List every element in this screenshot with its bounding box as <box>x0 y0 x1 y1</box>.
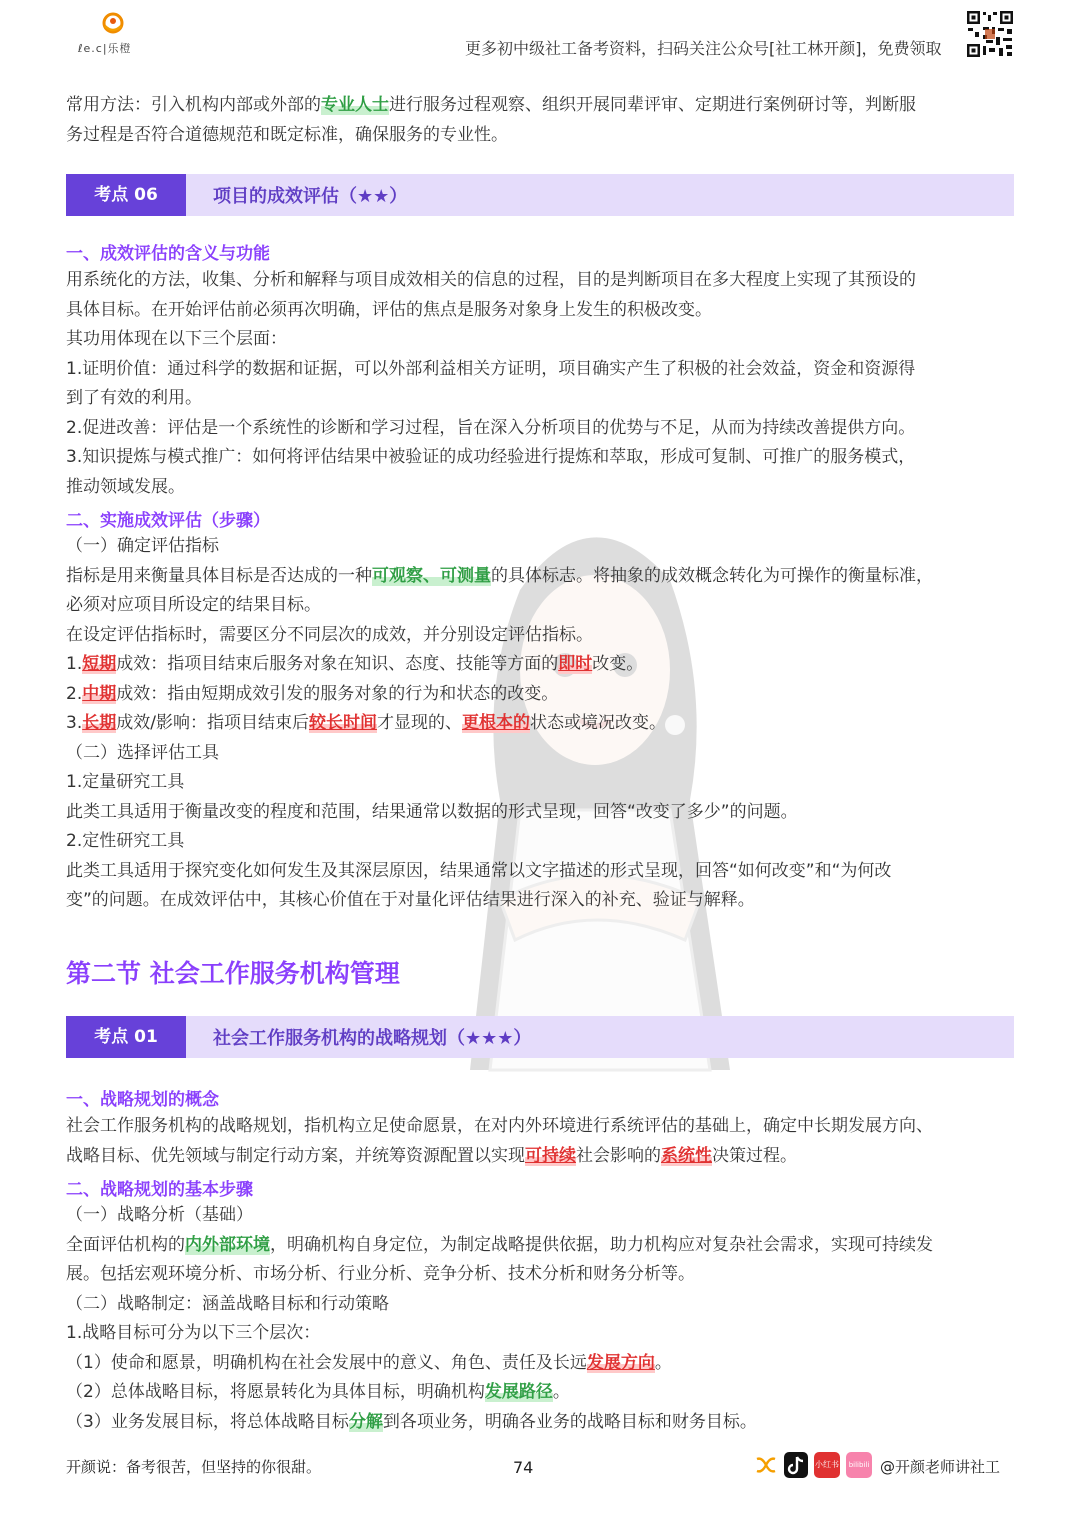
tiktok-icon[interactable] <box>784 1452 808 1478</box>
section-bar-title: 项目的成效评估（★★） <box>213 186 408 207</box>
chapter-section-title: 第二节 社会工作服务机构管理 <box>66 959 400 988</box>
section-bar-kd01 <box>66 1016 1014 1058</box>
subheading: 一、成效评估的含义与功能 <box>66 244 270 264</box>
paragraph: 社会工作服务机构的战略规划，指机构立足使命愿景，在对内外环境进行系统评估的基础上，确定中长期发展方向、 战略目标、优先领域与制定行动方案，并统筹资源配置以实现可持续社会影响的系统性决策过程。 <box>66 1116 933 1166</box>
brand-logo <box>78 12 150 58</box>
header-promo-text: 更多初中级社工备考资料，扫码关注公众号[社工林开颜]，免费领取 <box>465 39 942 58</box>
section-tag: 考点 01 <box>66 1016 186 1058</box>
paragraph: （一）战略分析（基础） 全面评估机构的内外部环境，明确机构自身定位，为制定战略提供依据，助力机构应对复杂社会需求，实现可持续发 展。包括宏观环境分析、市场分析、行业分析、竞争分析、技术分析和财务分析等。 （二）战略制定：涵盖战略目标和行动策略 1.战略目标可分为以下三个层次： （1）使命和愿景，明确机构在社会发展中的意义、角色、责任及长远发展方向。 （2）总体战略目标，将愿景转化为具体目标，明确机构发展路径。 （3）业务发展目标，将总体战略目标分解到各项业务，明确各业务的战略目标和财务目标。 <box>66 1205 933 1432</box>
highlight-term: 专业人士 <box>321 95 389 115</box>
wechat-channels-icon[interactable] <box>754 1452 778 1478</box>
qr-code-icon[interactable] <box>966 10 1014 58</box>
xiaohongshu-icon[interactable]: 小红书 <box>814 1452 840 1478</box>
page-number: 74 <box>513 1458 534 1477</box>
section-bar-kd06 <box>66 174 1014 216</box>
section-tag: 考点 06 <box>66 174 186 216</box>
logo-icon <box>100 12 126 34</box>
footer-handle: @开颜老师讲社工 <box>880 1458 1001 1476</box>
footer-motto: 开颜说：备考很苦，但坚持的你很甜。 <box>66 1458 322 1476</box>
section-bar-title: 社会工作服务机构的战略规划（★★★） <box>213 1028 532 1049</box>
intro-paragraph: 常用方法：引入机构内部或外部的专业人士进行服务过程观察、组织开展同辈评审、定期进行案例研讨等，判断服 务过程是否符合道德规范和既定标准，确保服务的专业性。 <box>66 95 916 145</box>
subheading: 二、战略规划的基本步骤 <box>66 1180 253 1200</box>
bilibili-icon[interactable]: bilibili <box>846 1452 872 1478</box>
logo-text: ℓe.c|乐橙 <box>78 42 132 55</box>
paragraph: （一）确定评估指标 指标是用来衡量具体目标是否达成的一种可观察、可测量的具体标志。将抽象的成效概念转化为可操作的衡量标准， 必须对应项目所设定的结果目标。 在设定评估指标时，需要区分不同层次的成效，并分别设定评估指标。 1.短期成效：指项目结束后服务对象在知识、态度、技能等方面的即时改变。 2.中期成效：指由短期成效引发的服务对象的行为和状态的改变。 3.长期成效/影响：指项目结束后较长时间才显现的、更根本的状态或境况改变。 （二）选择评估工具 1.定量研究工具 此类工具适用于衡量改变的程度和范围，结果通常以数据的形式呈现，回答“改变了多少”的问题。 2.定性研究工具 此类工具适用于探究变化如何发生及其深层原因，结果通常以文字描述的形式呈现，回答“如何改变”和“为何改 变”的问题。在成效评估中，其核心价值在于对量化评估结果进行深入的补充、验证与解释。 <box>66 536 933 910</box>
page-header <box>0 0 1080 70</box>
subheading: 二、实施成效评估（步骤） <box>66 511 270 531</box>
subheading: 一、战略规划的概念 <box>66 1090 219 1110</box>
paragraph: 用系统化的方法，收集、分析和解释与项目成效相关的信息的过程，目的是判断项目在多大程度上实现了其预设的 具体目标。在开始评估前必须再次明确，评估的焦点是服务对象身上发生的积极改变。 其功用体现在以下三个层面： 1.证明价值：通过科学的数据和证据，可以外部利益相关方证明，项目确实产生了积极的社会效益，资金和资源得 到了有效的利用。 2.促进改善：评估是一个系统性的诊断和学习过程，旨在深入分析项目的优势与不足，从而为持续改善提供方向。 3.知识提炼与模式推广：如何将评估结果中被验证的成功经验进行提炼和萃取，形成可复制、可推广的服务模式， 推动领域发展。 <box>66 270 916 497</box>
